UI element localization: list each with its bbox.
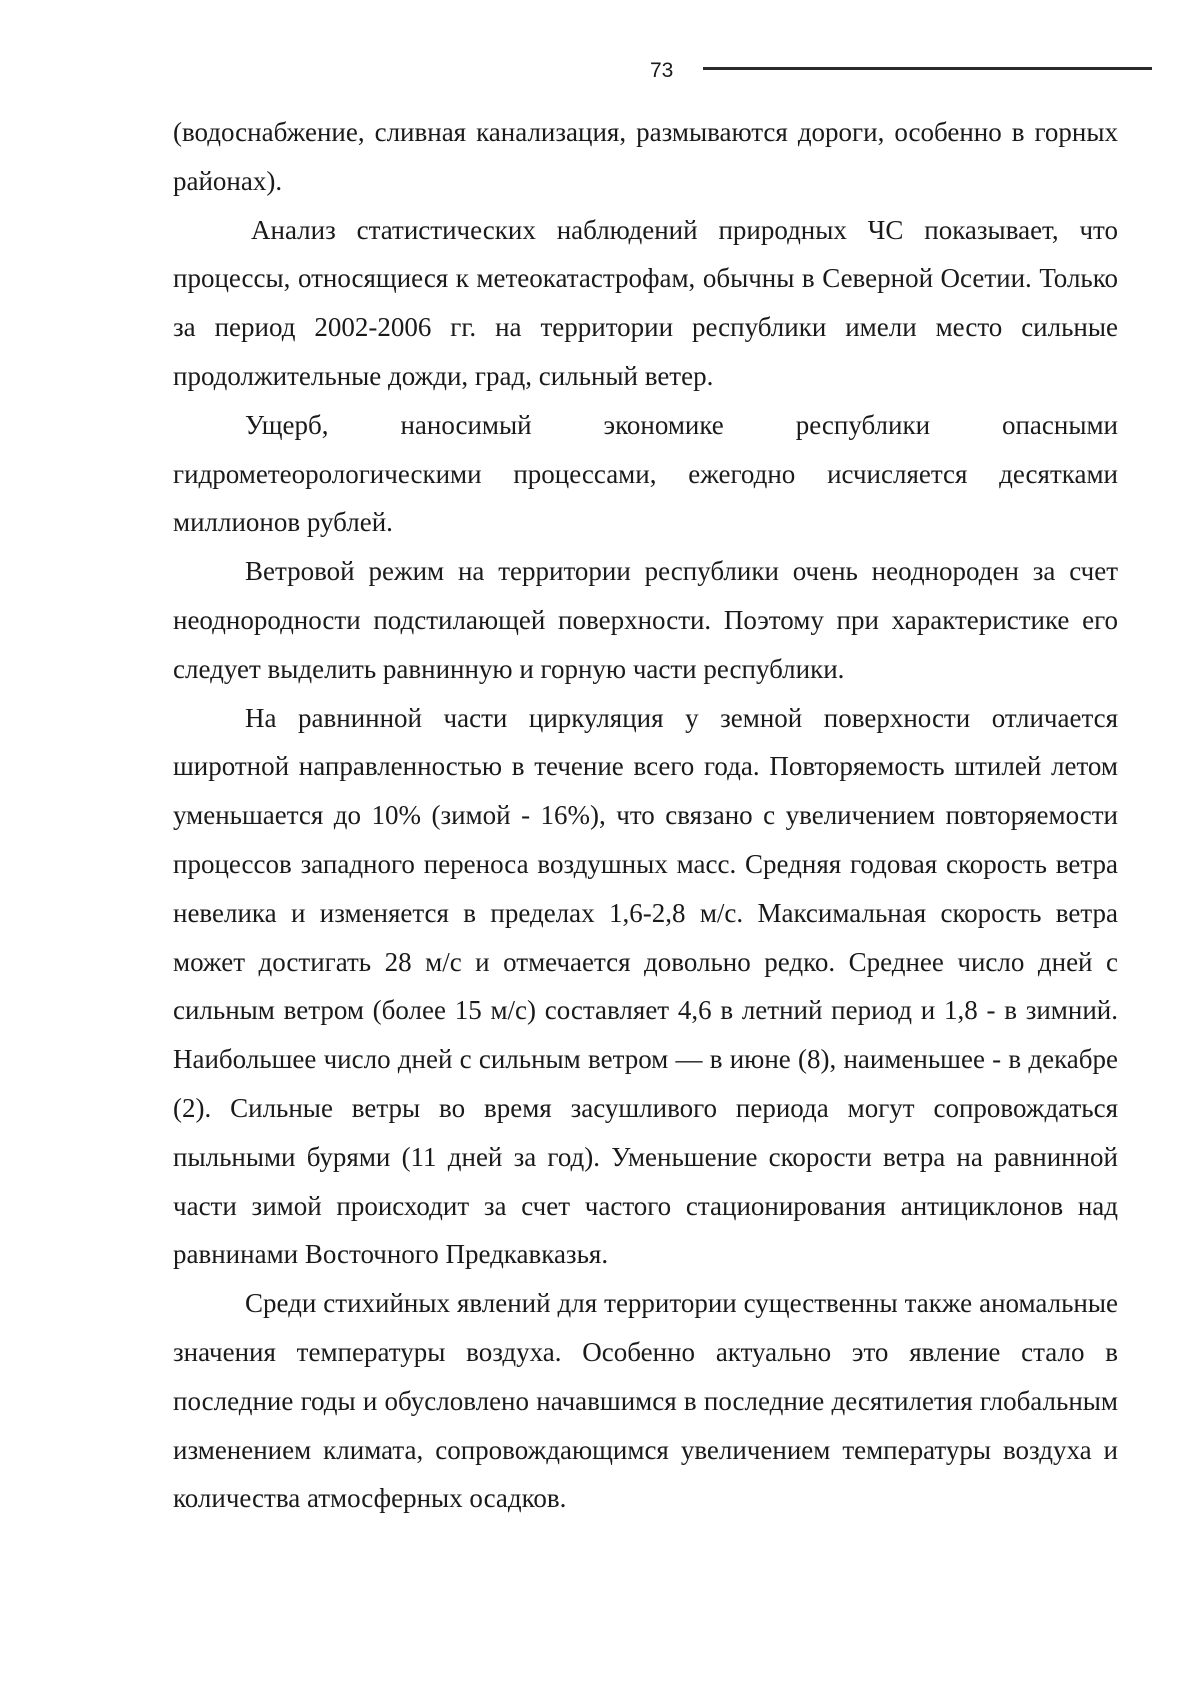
header-rule bbox=[703, 67, 1152, 70]
paragraph-plain-circulation: На равнинной части циркуляция у земной поверхности отличается широтной направленностью в течение всего года. Повторяемость штилей летом уменьшается до 10% (зимой - 16%), что связано с увеличением повторяемости процессов западного переноса воздушных масс. Средняя годовая скорость ветра невелика и изменяется в пределах 1,6-2,8 м/с. Максимальная скорость ветра может достигать 28 м/с и отмечается довольно редко. Среднее число дней с сильным ветром (более 15 м/с) составляет 4,6 в летний период и 1,8 - в зимний. Наибольшее число дней с сильным ветром — в июне (8), наименьшее - в декабре (2). Сильные ветры во время засушливого периода могут сопровождаться пыльными бурями (11 дней за год). Уменьшение скорости ветра на равнинной части зимой происходит за счет частого стационирования антициклонов над равнинами Восточного Предкавказья. bbox=[173, 702, 1118, 1270]
page-header bbox=[0, 58, 1200, 88]
paragraph-continuation: (водоснабжение, сливная канализация, размываются дороги, особенно в горных районах). bbox=[173, 117, 1118, 196]
paragraph-damage: Ущерб, наносимый экономике республики опасными гидрометеорологическими процессами, ежегодно исчисляется десятками миллионов рублей. bbox=[173, 409, 1118, 538]
paragraph-analysis: Анализ статистических наблюдений природных ЧС показывает, что процессы, относящиеся к метеокатастрофам, обычны в Северной Осетии. Только за период 2002-2006 гг. на территории республики имели место сильные продолжительные дожди, град, сильный ветер. bbox=[173, 214, 1118, 391]
paragraph-wind-regime: Ветровой режим на территории республики очень неоднороден за счет неоднородности подстилающей поверхности. Поэтому при характеристике его следует выделить равнинную и горную части республики. bbox=[173, 556, 1118, 684]
paragraph-temperature-anomalies: Среди стихийных явлений для территории существенны также аномальные значения температуры воздуха. Особенно актуально это явление стало в последние годы и обусловлено начавшимся в последние десятилетия глобальным изменением климата, сопровождающимся увеличением температуры воздуха и количества атмосферных осадков. bbox=[173, 1288, 1118, 1514]
document-body bbox=[173, 108, 1118, 1523]
page-number: 73 bbox=[650, 59, 674, 82]
